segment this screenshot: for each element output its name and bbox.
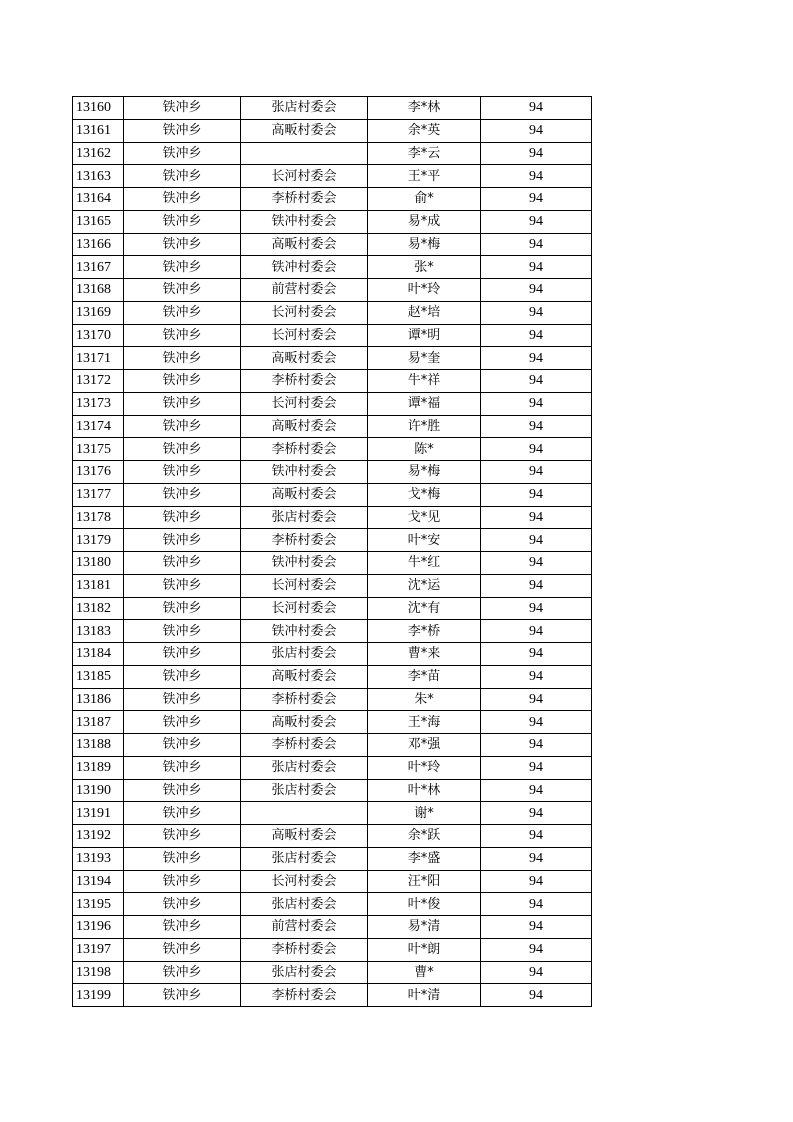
person-name-cell: 牛*祥 <box>368 370 481 393</box>
town-cell: 铁冲乡 <box>124 529 241 552</box>
village-cell: 李桥村委会 <box>241 529 368 552</box>
score-cell: 94 <box>481 392 592 415</box>
table-row <box>73 142 592 165</box>
town-cell: 铁冲乡 <box>124 301 241 324</box>
town-cell: 铁冲乡 <box>124 711 241 734</box>
score-cell: 94 <box>481 779 592 802</box>
village-cell: 长河村委会 <box>241 574 368 597</box>
score-cell: 94 <box>481 97 592 120</box>
row-number-cell: 13170 <box>73 324 124 347</box>
row-number-cell: 13177 <box>73 483 124 506</box>
person-name-cell: 王*海 <box>368 711 481 734</box>
village-cell: 铁冲村委会 <box>241 256 368 279</box>
village-cell: 张店村委会 <box>241 506 368 529</box>
row-number-cell: 13199 <box>73 984 124 1007</box>
village-cell: 高畈村委会 <box>241 483 368 506</box>
person-name-cell: 邓*强 <box>368 734 481 757</box>
score-cell: 94 <box>481 597 592 620</box>
person-name-cell: 张* <box>368 256 481 279</box>
town-cell: 铁冲乡 <box>124 620 241 643</box>
data-table <box>72 96 592 1007</box>
village-cell: 张店村委会 <box>241 643 368 666</box>
score-cell: 94 <box>481 347 592 370</box>
table-row <box>73 279 592 302</box>
town-cell: 铁冲乡 <box>124 756 241 779</box>
table-row <box>73 802 592 825</box>
table-row <box>73 688 592 711</box>
score-cell: 94 <box>481 142 592 165</box>
village-cell: 铁冲村委会 <box>241 210 368 233</box>
person-name-cell: 俞* <box>368 188 481 211</box>
score-cell: 94 <box>481 506 592 529</box>
person-name-cell: 叶*林 <box>368 779 481 802</box>
village-cell: 铁冲村委会 <box>241 461 368 484</box>
score-cell: 94 <box>481 620 592 643</box>
score-cell: 94 <box>481 301 592 324</box>
table-row <box>73 415 592 438</box>
village-cell: 李桥村委会 <box>241 370 368 393</box>
person-name-cell: 叶*俊 <box>368 893 481 916</box>
person-name-cell: 余*跃 <box>368 825 481 848</box>
row-number-cell: 13180 <box>73 552 124 575</box>
table-row <box>73 119 592 142</box>
town-cell: 铁冲乡 <box>124 461 241 484</box>
row-number-cell: 13165 <box>73 210 124 233</box>
town-cell: 铁冲乡 <box>124 233 241 256</box>
village-cell: 前营村委会 <box>241 279 368 302</box>
row-number-cell: 13191 <box>73 802 124 825</box>
score-cell: 94 <box>481 734 592 757</box>
table-row <box>73 97 592 120</box>
table-row <box>73 370 592 393</box>
village-cell <box>241 802 368 825</box>
score-cell: 94 <box>481 324 592 347</box>
person-name-cell: 沈*有 <box>368 597 481 620</box>
row-number-cell: 13179 <box>73 529 124 552</box>
person-name-cell: 曹* <box>368 961 481 984</box>
village-cell: 铁冲村委会 <box>241 552 368 575</box>
score-cell: 94 <box>481 802 592 825</box>
row-number-cell: 13167 <box>73 256 124 279</box>
town-cell: 铁冲乡 <box>124 506 241 529</box>
person-name-cell: 许*胜 <box>368 415 481 438</box>
table-row <box>73 665 592 688</box>
row-number-cell: 13187 <box>73 711 124 734</box>
person-name-cell: 谭*明 <box>368 324 481 347</box>
town-cell: 铁冲乡 <box>124 210 241 233</box>
score-cell: 94 <box>481 825 592 848</box>
person-name-cell: 易*奎 <box>368 347 481 370</box>
score-cell: 94 <box>481 711 592 734</box>
town-cell: 铁冲乡 <box>124 574 241 597</box>
table-row <box>73 961 592 984</box>
row-number-cell: 13193 <box>73 847 124 870</box>
score-cell: 94 <box>481 210 592 233</box>
person-name-cell: 赵*培 <box>368 301 481 324</box>
row-number-cell: 13163 <box>73 165 124 188</box>
table-row <box>73 779 592 802</box>
person-name-cell: 朱* <box>368 688 481 711</box>
table-row <box>73 756 592 779</box>
town-cell: 铁冲乡 <box>124 347 241 370</box>
town-cell: 铁冲乡 <box>124 552 241 575</box>
row-number-cell: 13171 <box>73 347 124 370</box>
row-number-cell: 13188 <box>73 734 124 757</box>
town-cell: 铁冲乡 <box>124 893 241 916</box>
town-cell: 铁冲乡 <box>124 938 241 961</box>
row-number-cell: 13175 <box>73 438 124 461</box>
town-cell: 铁冲乡 <box>124 688 241 711</box>
score-cell: 94 <box>481 438 592 461</box>
score-cell: 94 <box>481 279 592 302</box>
table-row <box>73 392 592 415</box>
town-cell: 铁冲乡 <box>124 597 241 620</box>
town-cell: 铁冲乡 <box>124 847 241 870</box>
row-number-cell: 13184 <box>73 643 124 666</box>
table-row <box>73 643 592 666</box>
row-number-cell: 13194 <box>73 870 124 893</box>
row-number-cell: 13173 <box>73 392 124 415</box>
table-body <box>73 97 592 1007</box>
village-cell: 李桥村委会 <box>241 938 368 961</box>
town-cell: 铁冲乡 <box>124 324 241 347</box>
town-cell: 铁冲乡 <box>124 643 241 666</box>
table-row <box>73 552 592 575</box>
village-cell: 李桥村委会 <box>241 984 368 1007</box>
village-cell: 张店村委会 <box>241 756 368 779</box>
village-cell: 李桥村委会 <box>241 734 368 757</box>
row-number-cell: 13174 <box>73 415 124 438</box>
village-cell: 张店村委会 <box>241 961 368 984</box>
town-cell: 铁冲乡 <box>124 483 241 506</box>
village-cell: 李桥村委会 <box>241 438 368 461</box>
table-row <box>73 938 592 961</box>
person-name-cell: 李*林 <box>368 97 481 120</box>
table-row <box>73 870 592 893</box>
row-number-cell: 13190 <box>73 779 124 802</box>
person-name-cell: 叶*玲 <box>368 756 481 779</box>
row-number-cell: 13183 <box>73 620 124 643</box>
row-number-cell: 13186 <box>73 688 124 711</box>
row-number-cell: 13192 <box>73 825 124 848</box>
village-cell: 前营村委会 <box>241 916 368 939</box>
village-cell: 长河村委会 <box>241 392 368 415</box>
table-row <box>73 916 592 939</box>
score-cell: 94 <box>481 984 592 1007</box>
person-name-cell: 曹*来 <box>368 643 481 666</box>
table-row <box>73 734 592 757</box>
person-name-cell: 牛*红 <box>368 552 481 575</box>
row-number-cell: 13172 <box>73 370 124 393</box>
village-cell: 高畈村委会 <box>241 233 368 256</box>
town-cell: 铁冲乡 <box>124 415 241 438</box>
village-cell: 张店村委会 <box>241 893 368 916</box>
row-number-cell: 13168 <box>73 279 124 302</box>
table-row <box>73 165 592 188</box>
table-row <box>73 529 592 552</box>
score-cell: 94 <box>481 415 592 438</box>
town-cell: 铁冲乡 <box>124 142 241 165</box>
score-cell: 94 <box>481 461 592 484</box>
row-number-cell: 13181 <box>73 574 124 597</box>
score-cell: 94 <box>481 233 592 256</box>
person-name-cell: 李*苗 <box>368 665 481 688</box>
town-cell: 铁冲乡 <box>124 279 241 302</box>
village-cell <box>241 142 368 165</box>
row-number-cell: 13185 <box>73 665 124 688</box>
table-row <box>73 324 592 347</box>
person-name-cell: 叶*朗 <box>368 938 481 961</box>
town-cell: 铁冲乡 <box>124 665 241 688</box>
score-cell: 94 <box>481 574 592 597</box>
person-name-cell: 王*平 <box>368 165 481 188</box>
score-cell: 94 <box>481 370 592 393</box>
score-cell: 94 <box>481 119 592 142</box>
score-cell: 94 <box>481 643 592 666</box>
town-cell: 铁冲乡 <box>124 438 241 461</box>
table-row <box>73 461 592 484</box>
table-row <box>73 506 592 529</box>
row-number-cell: 13160 <box>73 97 124 120</box>
village-cell: 铁冲村委会 <box>241 620 368 643</box>
town-cell: 铁冲乡 <box>124 916 241 939</box>
village-cell: 高畈村委会 <box>241 825 368 848</box>
village-cell: 张店村委会 <box>241 97 368 120</box>
person-name-cell: 汪*阳 <box>368 870 481 893</box>
table-row <box>73 893 592 916</box>
score-cell: 94 <box>481 665 592 688</box>
row-number-cell: 13176 <box>73 461 124 484</box>
person-name-cell: 叶*安 <box>368 529 481 552</box>
person-name-cell: 陈* <box>368 438 481 461</box>
row-number-cell: 13195 <box>73 893 124 916</box>
table-row <box>73 847 592 870</box>
score-cell: 94 <box>481 847 592 870</box>
person-name-cell: 叶*清 <box>368 984 481 1007</box>
person-name-cell: 余*英 <box>368 119 481 142</box>
town-cell: 铁冲乡 <box>124 825 241 848</box>
row-number-cell: 13169 <box>73 301 124 324</box>
village-cell: 高畈村委会 <box>241 415 368 438</box>
table-row <box>73 210 592 233</box>
town-cell: 铁冲乡 <box>124 870 241 893</box>
person-name-cell: 沈*运 <box>368 574 481 597</box>
row-number-cell: 13166 <box>73 233 124 256</box>
table-row <box>73 597 592 620</box>
score-cell: 94 <box>481 870 592 893</box>
table-row <box>73 233 592 256</box>
table-row <box>73 347 592 370</box>
table-row <box>73 188 592 211</box>
score-cell: 94 <box>481 756 592 779</box>
score-cell: 94 <box>481 688 592 711</box>
row-number-cell: 13196 <box>73 916 124 939</box>
town-cell: 铁冲乡 <box>124 984 241 1007</box>
village-cell: 李桥村委会 <box>241 188 368 211</box>
village-cell: 李桥村委会 <box>241 688 368 711</box>
table-row <box>73 620 592 643</box>
village-cell: 长河村委会 <box>241 597 368 620</box>
table-row <box>73 711 592 734</box>
score-cell: 94 <box>481 165 592 188</box>
table-row <box>73 483 592 506</box>
town-cell: 铁冲乡 <box>124 392 241 415</box>
person-name-cell: 谢* <box>368 802 481 825</box>
row-number-cell: 13198 <box>73 961 124 984</box>
village-cell: 长河村委会 <box>241 324 368 347</box>
village-cell: 长河村委会 <box>241 870 368 893</box>
village-cell: 长河村委会 <box>241 165 368 188</box>
score-cell: 94 <box>481 188 592 211</box>
score-cell: 94 <box>481 483 592 506</box>
town-cell: 铁冲乡 <box>124 370 241 393</box>
row-number-cell: 13164 <box>73 188 124 211</box>
score-cell: 94 <box>481 893 592 916</box>
village-cell: 张店村委会 <box>241 779 368 802</box>
person-name-cell: 叶*玲 <box>368 279 481 302</box>
table-row <box>73 256 592 279</box>
row-number-cell: 13197 <box>73 938 124 961</box>
town-cell: 铁冲乡 <box>124 119 241 142</box>
town-cell: 铁冲乡 <box>124 802 241 825</box>
person-name-cell: 易*清 <box>368 916 481 939</box>
table-row <box>73 301 592 324</box>
town-cell: 铁冲乡 <box>124 256 241 279</box>
village-cell: 高畈村委会 <box>241 347 368 370</box>
score-cell: 94 <box>481 916 592 939</box>
score-cell: 94 <box>481 552 592 575</box>
table-row <box>73 574 592 597</box>
town-cell: 铁冲乡 <box>124 188 241 211</box>
row-number-cell: 13178 <box>73 506 124 529</box>
person-name-cell: 李*盛 <box>368 847 481 870</box>
table-row <box>73 984 592 1007</box>
person-name-cell: 戈*梅 <box>368 483 481 506</box>
row-number-cell: 13189 <box>73 756 124 779</box>
person-name-cell: 戈*见 <box>368 506 481 529</box>
village-cell: 张店村委会 <box>241 847 368 870</box>
table-row <box>73 438 592 461</box>
village-cell: 长河村委会 <box>241 301 368 324</box>
person-name-cell: 易*成 <box>368 210 481 233</box>
town-cell: 铁冲乡 <box>124 961 241 984</box>
score-cell: 94 <box>481 961 592 984</box>
score-cell: 94 <box>481 938 592 961</box>
town-cell: 铁冲乡 <box>124 165 241 188</box>
town-cell: 铁冲乡 <box>124 779 241 802</box>
table-row <box>73 825 592 848</box>
village-cell: 高畈村委会 <box>241 711 368 734</box>
town-cell: 铁冲乡 <box>124 97 241 120</box>
score-cell: 94 <box>481 256 592 279</box>
row-number-cell: 13182 <box>73 597 124 620</box>
score-cell: 94 <box>481 529 592 552</box>
person-name-cell: 谭*福 <box>368 392 481 415</box>
person-name-cell: 易*梅 <box>368 233 481 256</box>
village-cell: 高畈村委会 <box>241 665 368 688</box>
person-name-cell: 李*云 <box>368 142 481 165</box>
row-number-cell: 13162 <box>73 142 124 165</box>
person-name-cell: 李*桥 <box>368 620 481 643</box>
village-cell: 高畈村委会 <box>241 119 368 142</box>
row-number-cell: 13161 <box>73 119 124 142</box>
person-name-cell: 易*梅 <box>368 461 481 484</box>
town-cell: 铁冲乡 <box>124 734 241 757</box>
